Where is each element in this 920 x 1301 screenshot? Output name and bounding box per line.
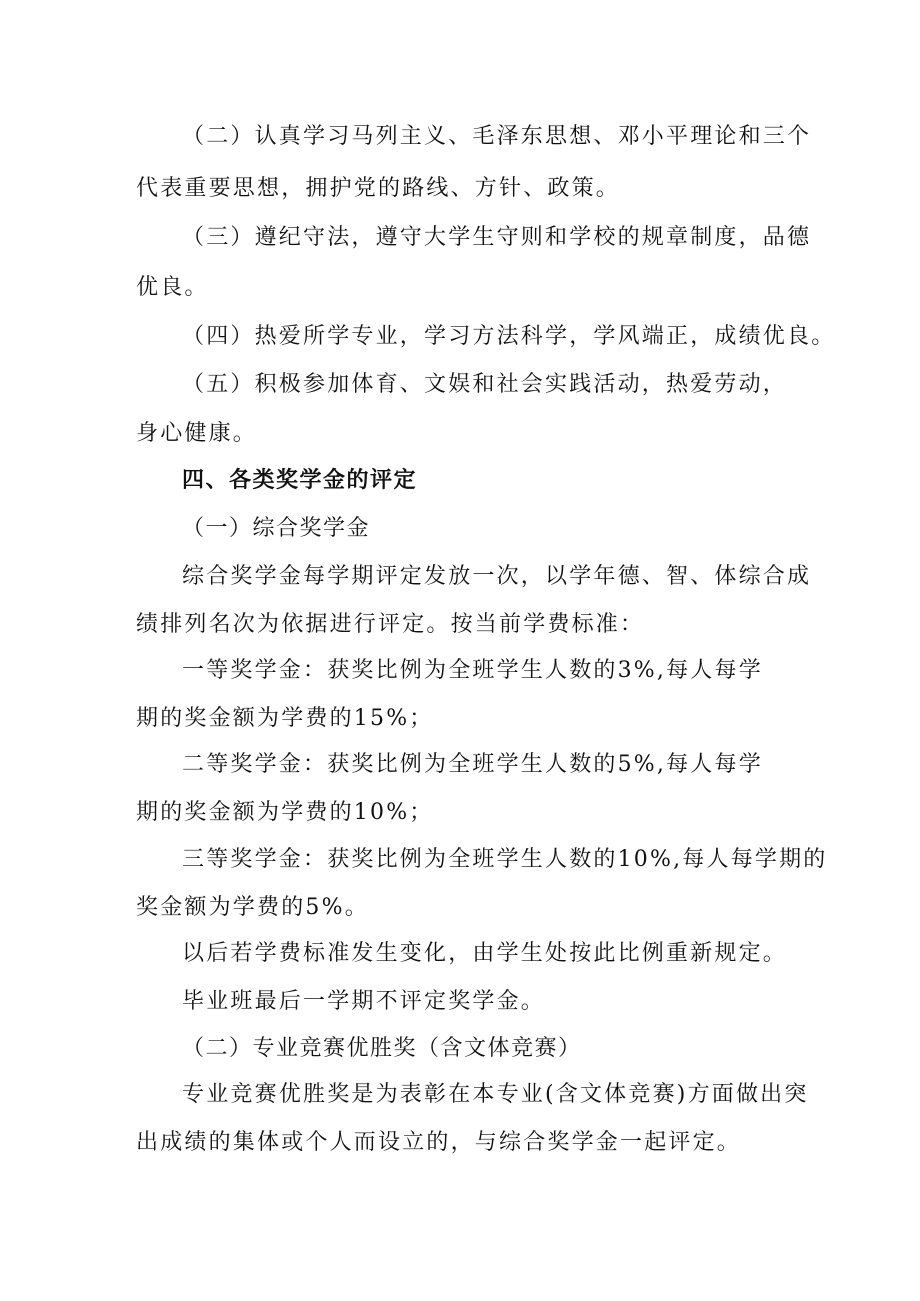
paragraph-line-second-prize-end: 期的奖金额为学费的10%； xyxy=(136,800,434,825)
paragraph-line-third-prize-end: 奖金额为学费的5%。 xyxy=(136,895,369,920)
section-heading-scholarship-evaluation: 四、各类奖学金的评定 xyxy=(182,468,418,493)
paragraph-line-graduating-class: 毕业班最后一学期不评定奖学金。 xyxy=(182,989,546,1014)
paragraph-line-item-3-end: 优良。 xyxy=(136,275,209,300)
subsection-heading-comprehensive-scholarship: （一）综合奖学金 xyxy=(182,516,371,541)
paragraph-line-comprehensive-start: 综合奖学金每学期评定发放一次，以学年德、智、体综合成 xyxy=(182,564,812,589)
paragraph-line-item-5-end: 身心健康。 xyxy=(136,421,258,446)
subsection-heading-competition-award: （二）专业竞赛优胜奖（含文体竞赛） xyxy=(182,1036,582,1061)
paragraph-line-third-prize-start: 三等奖学金：获奖比例为全班学生人数的10%,每人每学期的 xyxy=(182,847,828,872)
paragraph-line-first-prize-end: 期的奖金额为学费的15%； xyxy=(136,706,434,731)
paragraph-line-item-2-start: （二）认真学习马列主义、毛泽东思想、邓小平理论和三个 xyxy=(182,124,812,149)
paragraph-line-item-3-start: （三）遵纪守法，遵守大学生守则和学校的规章制度，品德 xyxy=(182,225,812,250)
paragraph-line-competition-start: 专业竞赛优胜奖是为表彰在本专业(含文体竞赛)方面做出突 xyxy=(182,1082,809,1107)
paragraph-line-competition-end: 出成绩的集体或个人而设立的，与综合奖学金一起评定。 xyxy=(136,1130,742,1155)
paragraph-line-second-prize-start: 二等奖学金：获奖比例为全班学生人数的5%,每人每学 xyxy=(182,752,763,777)
paragraph-line-fee-change: 以后若学费标准发生变化，由学生处按此比例重新规定。 xyxy=(182,941,788,966)
paragraph-line-item-2-end: 代表重要思想，拥护党的路线、方针、政策。 xyxy=(136,176,621,201)
paragraph-line-item-5-start: （五）积极参加体育、文娱和社会实践活动，热爱劳动， xyxy=(182,372,788,397)
paragraph-line-comprehensive-end: 绩排列名次为依据进行评定。按当前学费标准： xyxy=(136,612,645,637)
paragraph-line-item-4: （四）热爱所学专业，学习方法科学，学风端正，成绩优良。 xyxy=(182,324,836,349)
paragraph-line-first-prize-start: 一等奖学金：获奖比例为全班学生人数的3%,每人每学 xyxy=(182,658,763,683)
